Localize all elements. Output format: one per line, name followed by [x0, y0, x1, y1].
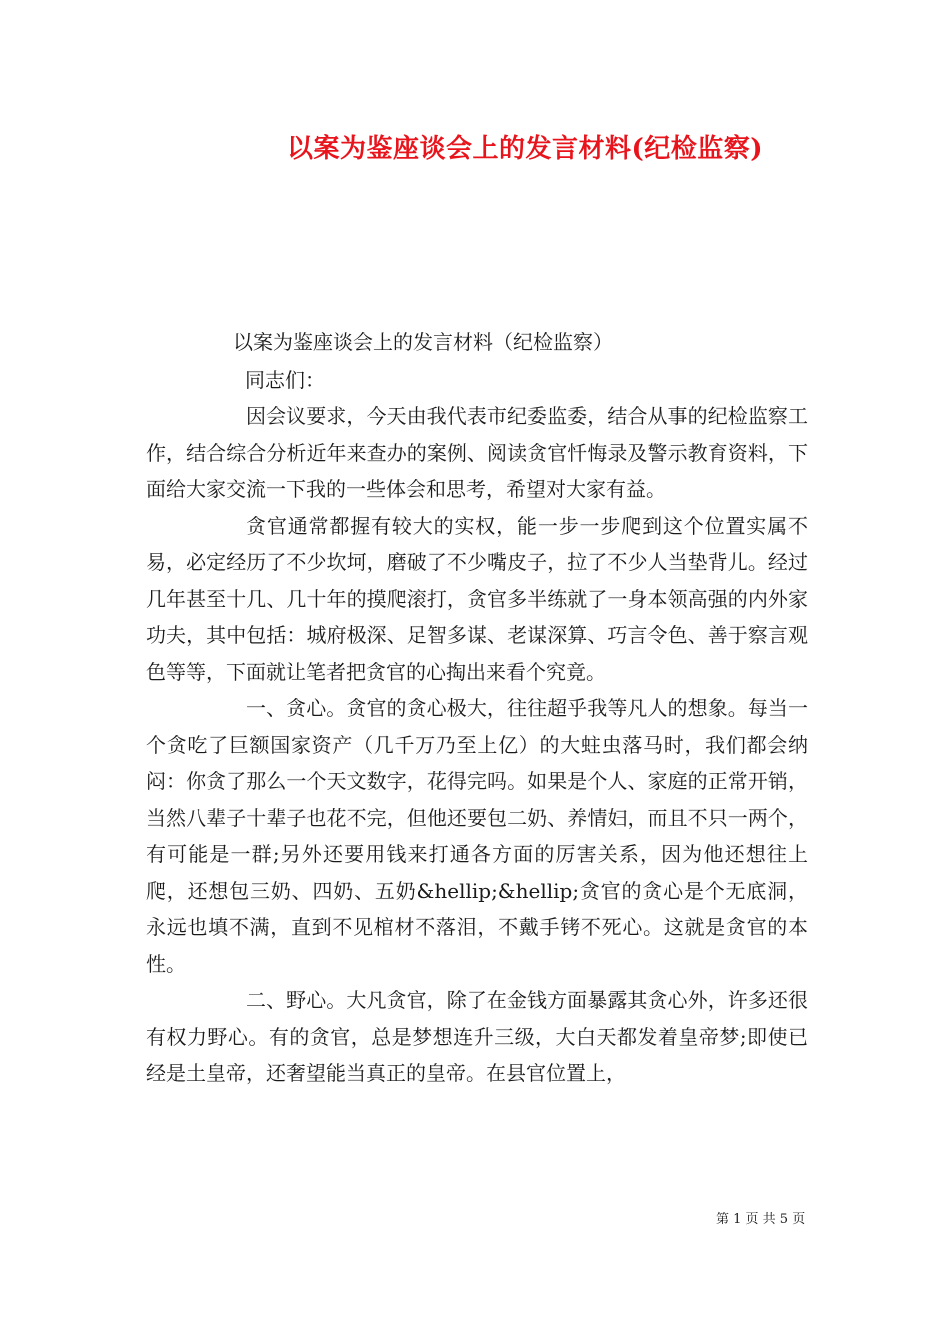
salutation: 同志们： — [245, 368, 325, 392]
paragraph-intro: 因会议要求，今天由我代表市纪委监委，结合从事的纪检监察工作，结合综合分析近年来查办的案例、阅读贪官忏悔录及警示教育资料，下面给大家交流一下我的一些体会和思考，希望对大家有益。 — [146, 404, 808, 501]
document-heading: 以案为鉴座谈会上的发言材料（纪检监察） — [233, 330, 613, 354]
page-number: 第 1 页 共 5 页 — [716, 1212, 806, 1227]
paragraph-ambition: 二、野心。大凡贪官，除了在金钱方面暴露其贪心外，许多还很有权力野心。有的贪官，总是梦想连升三级，大白天都发着皇帝梦;即使已经是土皇帝，还奢望能当真正的皇帝。在县官位置上， — [146, 988, 808, 1085]
paragraph-background: 贪官通常都握有较大的实权，能一步一步爬到这个位置实属不易，必定经历了不少坎坷，磨破了不少嘴皮子，拉了不少人当垫背儿。经过几年甚至十几、几十年的摸爬滚打，贪官多半练就了一身本领高强的内外家功夫，其中包括：城府极深、足智多谋、老谋深算、巧言令色、善于察言观色等等，下面就让笔者把贪官的心掏出来看个究竟。 — [146, 513, 808, 684]
paragraph-greed: 一、贪心。贪官的贪心极大，往往超乎我等凡人的想象。每当一个贪吃了巨额国家资产（几千万乃至上亿）的大蛀虫落马时，我们都会纳闷：你贪了那么一个天文数字，花得完吗。如果是个人、家庭的正常开销，当然八辈子十辈子也花不完，但他还要包二奶、养情妇，而且不只一两个，有可能是一群;另外还要用钱来打通各方面的厉害关系，因为他还想往上爬，还想包三奶、四奶、五奶&hellip;&hellip;贪官的贪心是个无底洞，永远也填不满，直到不见棺材不落泪，不戴手铐不死心。这就是贪官的本性。 — [146, 696, 808, 976]
body-text — [146, 398, 808, 1092]
page-title: 以案为鉴座谈会上的发言材料(纪检监察) — [286, 134, 764, 164]
